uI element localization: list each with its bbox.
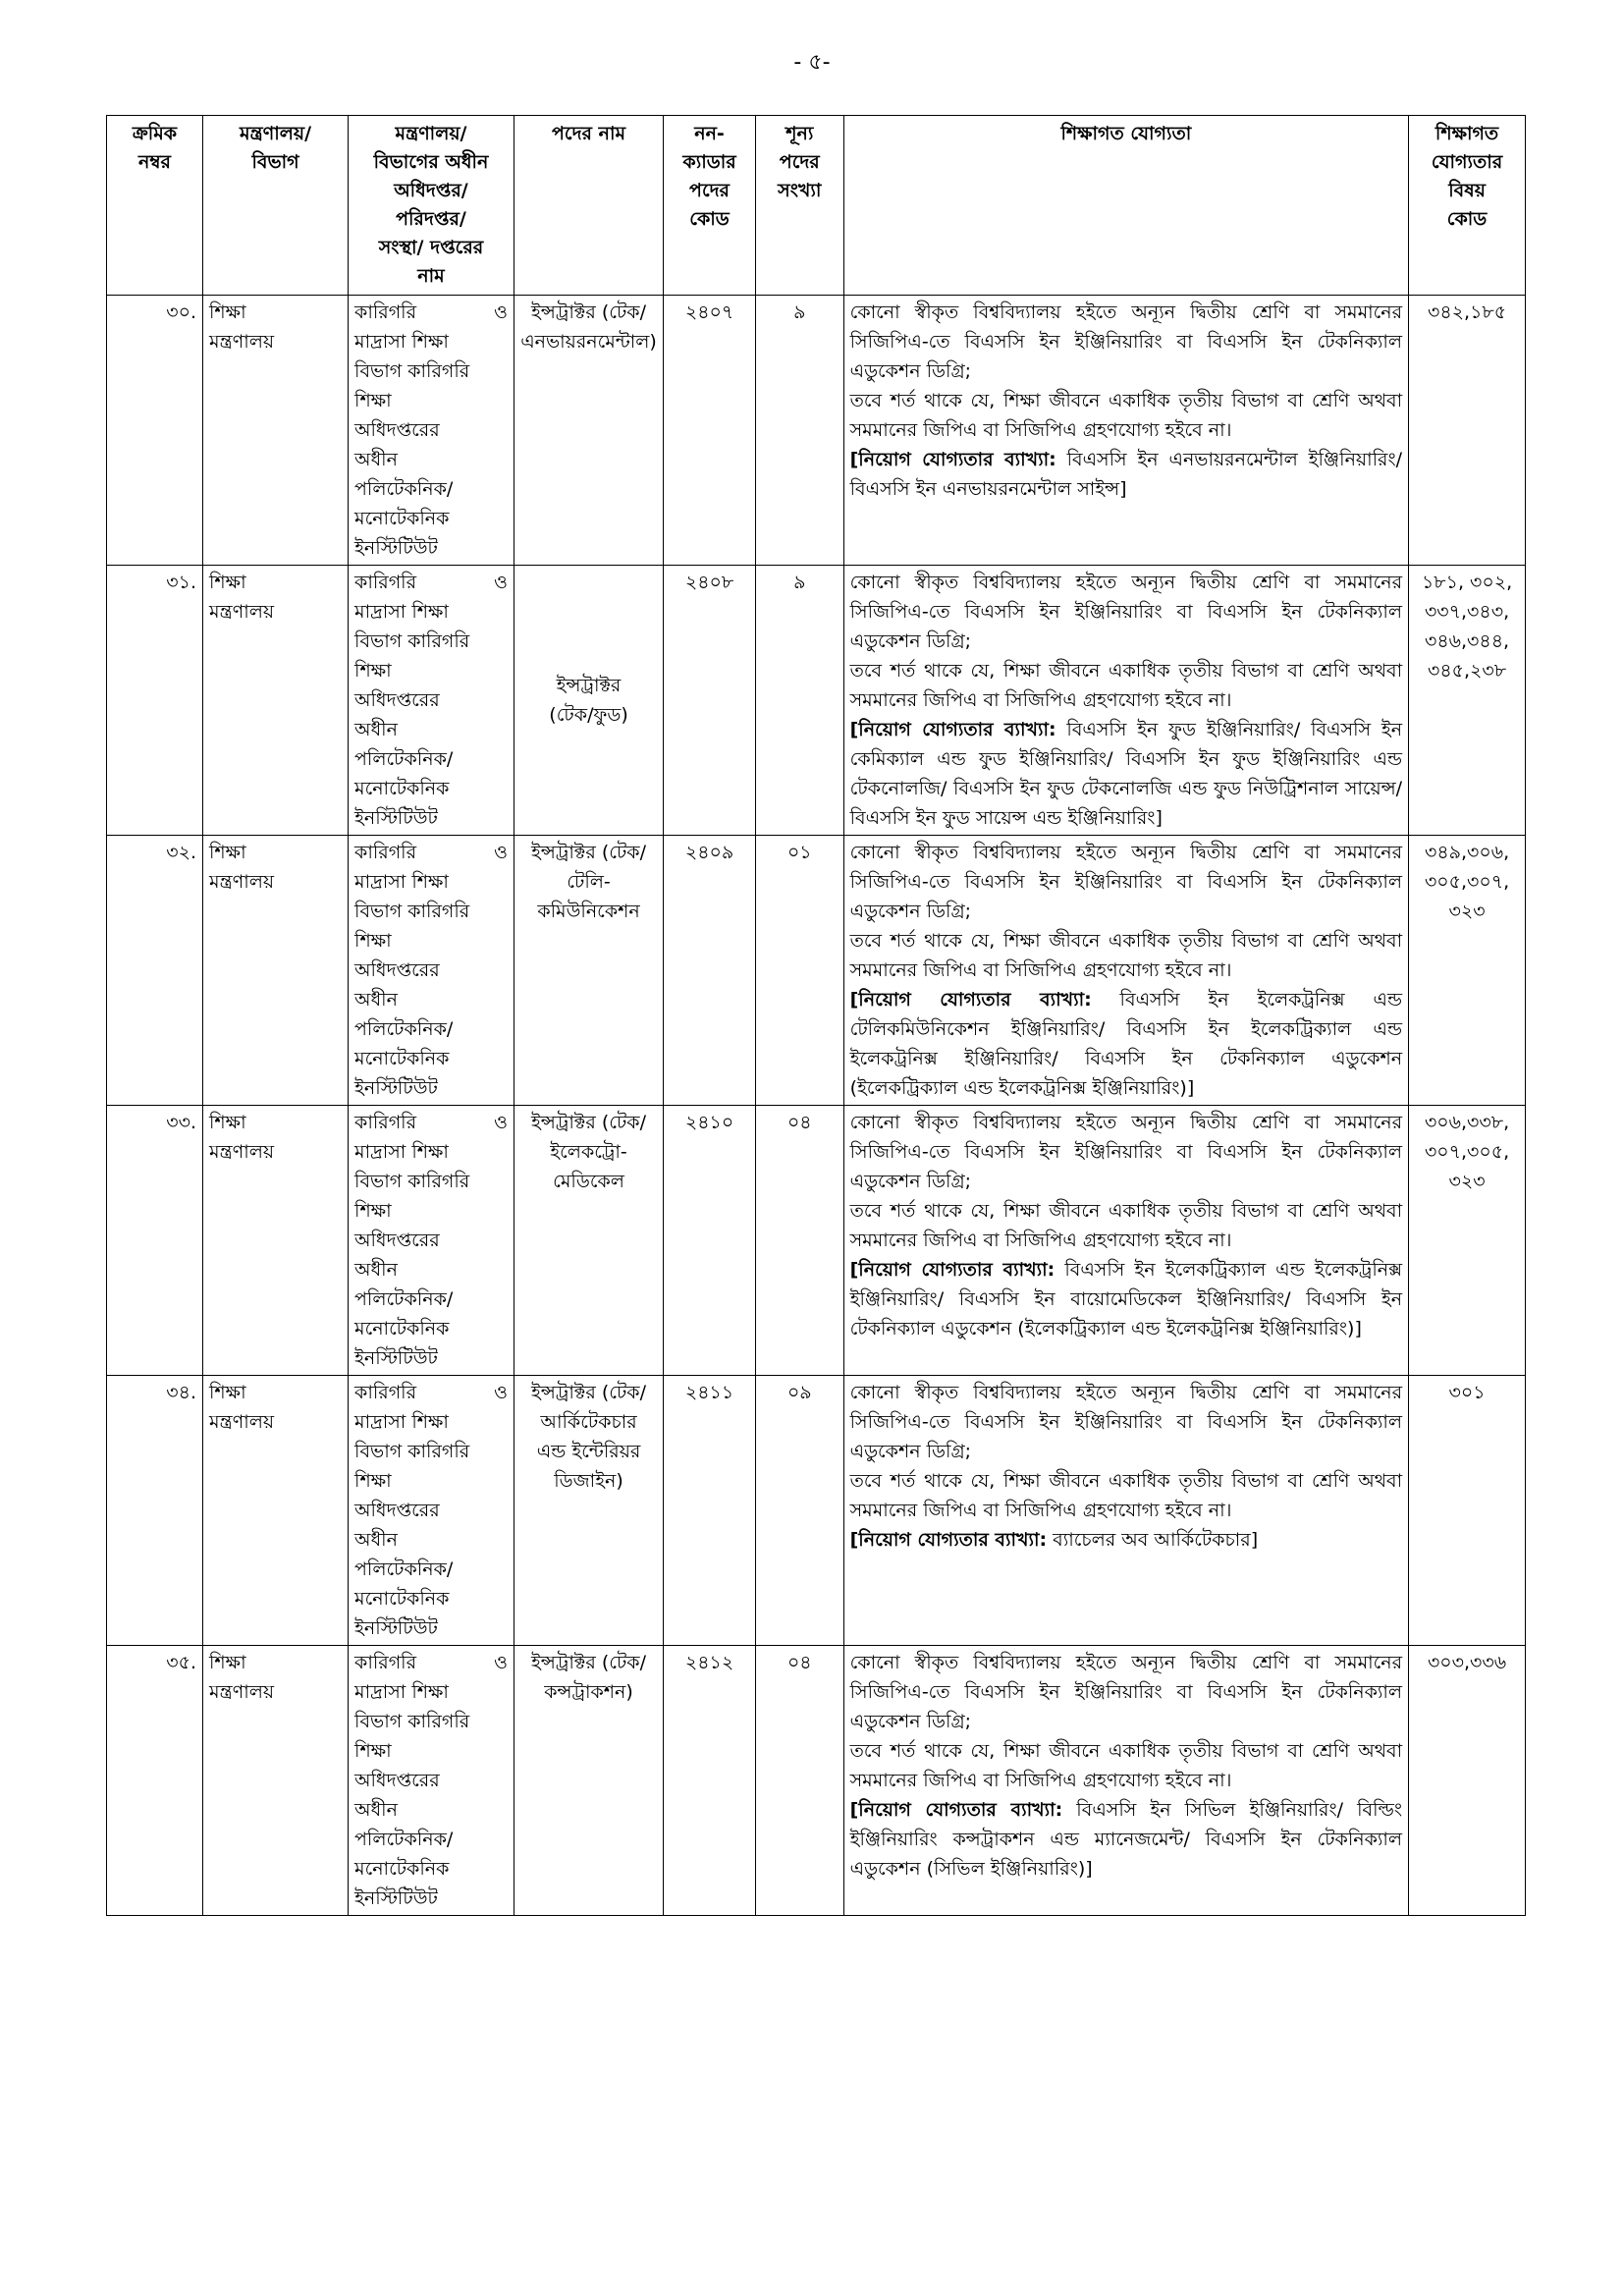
header-qualification: শিক্ষাগত যোগ্যতা — [843, 116, 1408, 296]
vacancy-count-cell: ০৪ — [755, 1106, 843, 1376]
qualification-explanation: [নিয়োগ যোগ্যতার ব্যাখ্যা: বিএসসি ইন এনভায়রনমেন্টাল ইঞ্জিনিয়ারিং/ বিএসসি ইন এনভায়রনমেন্টাল সাইন্স] — [849, 449, 1403, 500]
post-name-cell: ইন্সট্রাক্টর (টেক/ফুড) — [514, 566, 663, 836]
page-number: - ৫- — [793, 50, 831, 75]
vacancy-table — [106, 115, 1526, 1916]
qualification-main: কোনো স্বীকৃত বিশ্ববিদ্যালয় হইতে অন্যূন দ্বিতীয় শ্রেণি বা সমমানের সিজিপিএ-তে বিএসসি ইন ইঞ্জিনিয়ারিং বা বিএসসি ইন টেকনিক্যাল এডুকেশন ডিগ্রি; — [849, 1382, 1403, 1462]
qualification-explanation: [নিয়োগ যোগ্যতার ব্যাখ্যা: বিএসসি ইন ইলেকট্রনিক্স এন্ড টেলিকমিউনিকেশন ইঞ্জিনিয়ারিং/ বিএসসি ইন ইলেকট্রিক্যাল এন্ড ইলেকট্রনিক্স ইঞ্জিনিয়ারিং/ বিএসসি ইন টেকনিক্যাল এডুকেশন (ইলেকট্রিক্যাল এন্ড ইলেকট্রনিক্স ইঞ্জিনিয়ারিং)] — [849, 989, 1403, 1099]
post-code-cell: ২৪০৯ — [664, 836, 756, 1106]
header-vacancy: শূন্য পদের সংখ্যা — [755, 116, 843, 296]
qualification-condition: তবে শর্ত থাকে যে, শিক্ষা জীবনে একাধিক তৃতীয় বিভাগ বা শ্রেণি অথবা সমমানের জিপিএ বা সিজিপিএ গ্রহণযোগ্য হইবে না। — [849, 660, 1403, 711]
department-cell: কারিগরি ও মাদ্রাসা শিক্ষা বিভাগ কারিগরি শিক্ষা অধিদপ্তরের অধীন পলিটেকনিক/ মনোটেকনিক ইনস্টিটিউট — [349, 566, 514, 836]
ministry-cell: শিক্ষা মন্ত্রণালয় — [203, 566, 349, 836]
vacancy-count-cell: ৯ — [755, 296, 843, 566]
department-cell: কারিগরি ও মাদ্রাসা শিক্ষা বিভাগ কারিগরি শিক্ষা অধিদপ্তরের অধীন পলিটেকনিক/ মনোটেকনিক ইনস্টিটিউট — [349, 1106, 514, 1376]
header-ministry: মন্ত্রণালয়/ বিভাগ — [203, 116, 349, 296]
table-row — [107, 1376, 1526, 1646]
vacancy-count-cell: ০৯ — [755, 1376, 843, 1646]
qualification-condition: তবে শর্ত থাকে যে, শিক্ষা জীবনে একাধিক তৃতীয় বিভাগ বা শ্রেণি অথবা সমমানের জিপিএ বা সিজিপিএ গ্রহণযোগ্য হইবে না। — [849, 1200, 1403, 1251]
qualification-cell — [843, 836, 1408, 1106]
post-code-cell: ২৪০৭ — [664, 296, 756, 566]
header-subject-code: শিক্ষাগত যোগ্যতার বিষয় কোড — [1409, 116, 1526, 296]
ministry-cell: শিক্ষা মন্ত্রণালয় — [203, 1106, 349, 1376]
header-post: পদের নাম — [514, 116, 663, 296]
serial-cell: ৩৩. — [107, 1106, 203, 1376]
serial-cell: ৩৪. — [107, 1376, 203, 1646]
table-header-row — [107, 116, 1526, 296]
subject-code-cell: ৩০১ — [1409, 1376, 1526, 1646]
subject-code-cell: ৩৪২,১৮৫ — [1409, 296, 1526, 566]
serial-cell: ৩৫. — [107, 1646, 203, 1916]
ministry-cell: শিক্ষা মন্ত্রণালয় — [203, 1646, 349, 1916]
qualification-cell — [843, 296, 1408, 566]
qualification-condition: তবে শর্ত থাকে যে, শিক্ষা জীবনে একাধিক তৃতীয় বিভাগ বা শ্রেণি অথবা সমমানের জিপিএ বা সিজিপিএ গ্রহণযোগ্য হইবে না। — [849, 1740, 1403, 1791]
post-name-cell: ইন্সট্রাক্টর (টেক/ কন্সট্রাকশন) — [514, 1646, 663, 1916]
post-name-cell: ইন্সট্রাক্টর (টেক/ টেলি- কমিউনিকেশন — [514, 836, 663, 1106]
serial-cell: ৩১. — [107, 566, 203, 836]
qualification-cell — [843, 1106, 1408, 1376]
qualification-explanation: [নিয়োগ যোগ্যতার ব্যাখ্যা: বিএসসি ইন ফুড ইঞ্জিনিয়ারিং/ বিএসসি ইন কেমিক্যাল এন্ড ফুড ইঞ্জিনিয়ারিং/ বিএসসি ইন ফুড ইঞ্জিনিয়ারিং এন্ড টেকনোলজি/ বিএসসি ইন ফুড টেকনোলজি এন্ড ফুড নিউট্রিশনাল সায়েন্স/ বিএসসি ইন ফুড সায়েন্স এন্ড ইঞ্জিনিয়ারিং] — [849, 719, 1403, 829]
table-row — [107, 1646, 1526, 1916]
vacancy-count-cell: ০১ — [755, 836, 843, 1106]
department-cell: কারিগরি ও মাদ্রাসা শিক্ষা বিভাগ কারিগরি শিক্ষা অধিদপ্তরের অধীন পলিটেকনিক/ মনোটেকনিক ইনস্টিটিউট — [349, 1376, 514, 1646]
ministry-cell: শিক্ষা মন্ত্রণালয় — [203, 1376, 349, 1646]
table-row — [107, 296, 1526, 566]
qualification-explanation: [নিয়োগ যোগ্যতার ব্যাখ্যা: ব্যাচেলর অব আর্কিটেকচার] — [849, 1529, 1259, 1551]
post-code-cell: ২৪১২ — [664, 1646, 756, 1916]
qualification-cell — [843, 566, 1408, 836]
qualification-main: কোনো স্বীকৃত বিশ্ববিদ্যালয় হইতে অন্যূন দ্বিতীয় শ্রেণি বা সমমানের সিজিপিএ-তে বিএসসি ইন ইঞ্জিনিয়ারিং বা বিএসসি ইন টেকনিক্যাল এডুকেশন ডিগ্রি; — [849, 572, 1403, 652]
post-name-cell: ইন্সট্রাক্টর (টেক/ এনভায়রনমেন্টাল) — [514, 296, 663, 566]
qualification-main: কোনো স্বীকৃত বিশ্ববিদ্যালয় হইতে অন্যূন দ্বিতীয় শ্রেণি বা সমমানের সিজিপিএ-তে বিএসসি ইন ইঞ্জিনিয়ারিং বা বিএসসি ইন টেকনিক্যাল এডুকেশন ডিগ্রি; — [849, 842, 1403, 922]
subject-code-cell: ৩০৬,৩৩৮, ৩০৭,৩০৫, ৩২৩ — [1409, 1106, 1526, 1376]
vacancy-count-cell: ০৪ — [755, 1646, 843, 1916]
qualification-explanation: [নিয়োগ যোগ্যতার ব্যাখ্যা: বিএসসি ইন সিভিল ইঞ্জিনিয়ারিং/ বিল্ডিং ইঞ্জিনিয়ারিং কন্সট্রাকশন এন্ড ম্যানেজমেন্ট/ বিএসসি ইন টেকনিক্যাল এডুকেশন (সিভিল ইঞ্জিনিয়ারিং)] — [849, 1799, 1403, 1880]
department-cell: কারিগরি ও মাদ্রাসা শিক্ষা বিভাগ কারিগরি শিক্ষা অধিদপ্তরের অধীন পলিটেকনিক/ মনোটেকনিক ইনস্টিটিউট — [349, 296, 514, 566]
qualification-main: কোনো স্বীকৃত বিশ্ববিদ্যালয় হইতে অন্যূন দ্বিতীয় শ্রেণি বা সমমানের সিজিপিএ-তে বিএসসি ইন ইঞ্জিনিয়ারিং বা বিএসসি ইন টেকনিক্যাল এডুকেশন ডিগ্রি; — [849, 301, 1403, 382]
post-code-cell: ২৪১০ — [664, 1106, 756, 1376]
department-cell: কারিগরি ও মাদ্রাসা শিক্ষা বিভাগ কারিগরি শিক্ষা অধিদপ্তরের অধীন পলিটেকনিক/ মনোটেকনিক ইনস্টিটিউট — [349, 836, 514, 1106]
subject-code-cell: ১৮১, ৩০২, ৩৩৭,৩৪৩, ৩৪৬,৩৪৪, ৩৪৫,২৩৮ — [1409, 566, 1526, 836]
vacancy-count-cell: ৯ — [755, 566, 843, 836]
qualification-condition: তবে শর্ত থাকে যে, শিক্ষা জীবনে একাধিক তৃতীয় বিভাগ বা শ্রেণি অথবা সমমানের জিপিএ বা সিজিপিএ গ্রহণযোগ্য হইবে না। — [849, 390, 1403, 441]
post-name-cell: ইন্সট্রাক্টর (টেক/ ইলেকট্রো- মেডিকেল — [514, 1106, 663, 1376]
qualification-condition: তবে শর্ত থাকে যে, শিক্ষা জীবনে একাধিক তৃতীয় বিভাগ বা শ্রেণি অথবা সমমানের জিপিএ বা সিজিপিএ গ্রহণযোগ্য হইবে না। — [849, 1470, 1403, 1521]
qualification-main: কোনো স্বীকৃত বিশ্ববিদ্যালয় হইতে অন্যূন দ্বিতীয় শ্রেণি বা সমমানের সিজিপিএ-তে বিএসসি ইন ইঞ্জিনিয়ারিং বা বিএসসি ইন টেকনিক্যাল এডুকেশন ডিগ্রি; — [849, 1112, 1403, 1192]
ministry-cell: শিক্ষা মন্ত্রণালয় — [203, 296, 349, 566]
post-name-cell: ইন্সট্রাক্টর (টেক/ আর্কিটেকচার এন্ড ইন্টেরিয়র ডিজাইন) — [514, 1376, 663, 1646]
ministry-cell: শিক্ষা মন্ত্রণালয় — [203, 836, 349, 1106]
header-department: মন্ত্রণালয়/ বিভাগের অধীন অধিদপ্তর/ পরিদপ্তর/ সংস্থা/ দপ্তরের নাম — [349, 116, 514, 296]
post-code-cell: ২৪১১ — [664, 1376, 756, 1646]
header-serial: ক্রমিক নম্বর — [107, 116, 203, 296]
qualification-main: কোনো স্বীকৃত বিশ্ববিদ্যালয় হইতে অন্যূন দ্বিতীয় শ্রেণি বা সমমানের সিজিপিএ-তে বিএসসি ইন ইঞ্জিনিয়ারিং বা বিএসসি ইন টেকনিক্যাল এডুকেশন ডিগ্রি; — [849, 1652, 1403, 1732]
post-code-cell: ২৪০৮ — [664, 566, 756, 836]
serial-cell: ৩০. — [107, 296, 203, 566]
serial-cell: ৩২. — [107, 836, 203, 1106]
qualification-cell — [843, 1376, 1408, 1646]
qualification-condition: তবে শর্ত থাকে যে, শিক্ষা জীবনে একাধিক তৃতীয় বিভাগ বা শ্রেণি অথবা সমমানের জিপিএ বা সিজিপিএ গ্রহণযোগ্য হইবে না। — [849, 930, 1403, 981]
qualification-explanation: [নিয়োগ যোগ্যতার ব্যাখ্যা: বিএসসি ইন ইলেকট্রিক্যাল এন্ড ইলেকট্রনিক্স ইঞ্জিনিয়ারিং/ বিএসসি ইন বায়োমেডিকেল ইঞ্জিনিয়ারিং/ বিএসসি ইন টেকনিক্যাল এডুকেশন (ইলেকট্রিক্যাল এন্ড ইলেকট্রনিক্স ইঞ্জিনিয়ারিং)] — [849, 1259, 1403, 1339]
table-row — [107, 566, 1526, 836]
subject-code-cell: ৩০৩,৩৩৬ — [1409, 1646, 1526, 1916]
qualification-cell — [843, 1646, 1408, 1916]
department-cell: কারিগরি ও মাদ্রাসা শিক্ষা বিভাগ কারিগরি শিক্ষা অধিদপ্তরের অধীন পলিটেকনিক/ মনোটেকনিক ইনস্টিটিউট — [349, 1646, 514, 1916]
subject-code-cell: ৩৪৯,৩০৬, ৩০৫,৩০৭, ৩২৩ — [1409, 836, 1526, 1106]
header-code: নন- ক্যাডার পদের কোড — [664, 116, 756, 296]
table-row — [107, 1106, 1526, 1376]
table-row — [107, 836, 1526, 1106]
